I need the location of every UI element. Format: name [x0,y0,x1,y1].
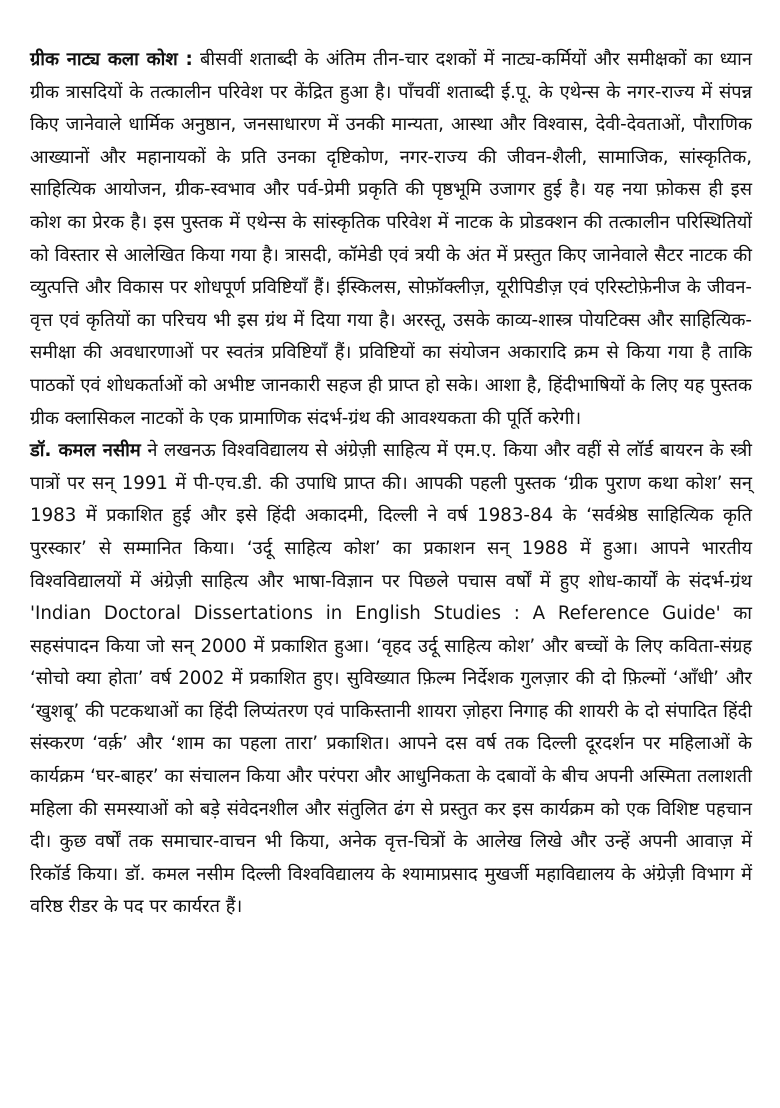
book-title: ग्रीक नाट्य कला कोश : [30,49,193,70]
author-bio-text: ने लखनऊ विश्वविद्यालय से अंग्रेज़ी साहित्य में एम.ए. किया और वहीं से लॉर्ड बायरन के स्त्री पात्रों पर सन् 1991 में पी-एच.डी. की उपाधि प्राप्त की। आपकी पहली पुस्तक ‘ग्रीक पुराण कथा कोश’ सन् 1983 में प्रकाशित हुई और इसे हिंदी अकादमी, दिल्ली ने वर्ष 1983-84 के ‘सर्वश्रेष्ठ साहित्यिक कृति पुरस्कार’ से सम्मानित किया। ‘उर्दू साहित्य कोश’ का प्रकाशन सन् 1988 में हुआ। आपने भारतीय विश्वविद्यालयों में अंग्रेज़ी साहित्य और भाषा-विज्ञान पर पिछले पचास वर्षों में हुए शोध-कार्यों के संदर्भ-ग्रंथ 'Indian Doctoral Dissertations in English Studies : A Reference Guide' का सहसंपादन किया जो सन् 2000 में प्रकाशित हुआ। ‘वृहद उर्दू साहित्य कोश’ और बच्चों के लिए कविता-संग्रह ‘सोचो क्या होता’ वर्ष 2002 में प्रकाशित हुए। सुविख्यात फ़िल्म निर्देशक गुलज़ार की दो फ़िल्मों ‘आँधी’ और ‘खुशबू’ की पटकथाओं का हिंदी लिप्यंतरण एवं पाकिस्तानी शायरा ज़ोहरा निगाह की शायरी के दो संपादित हिंदी संस्करण ‘वर्क़’ और ‘शाम का पहला तारा’ प्रकाशित। आपने दस वर्ष तक दिल्ली दूरदर्शन पर महिलाओं के कार्यक्रम ‘घर-बाहर’ का संचालन किया और परंपरा और आधुनिकता के दबावों के बीच अपनी अस्मिता तलाशती महिला की समस्याओं को बड़े संवेदनशील और संतुलित ढंग से प्रस्तुत कर इस कार्यक्रम को एक विशिष्ट पहचान दी। कुछ वर्षों तक समाचार-वाचन भी किया, अनेक वृत्त-चित्रों के आलेख लिखे और उन्हें अपनी आवाज़ में रिकॉर्ड किया। डॉ. कमल नसीम दिल्ली विश्वविद्यालय के श्यामाप्रसाद मुखर्जी महाविद्यालय के अंग्रेज़ी विभाग में वरिष्ठ रीडर के पद पर कार्यरत हैं। [30,440,752,918]
author-bio-paragraph [30,435,752,924]
book-description-text: बीसवीं शताब्दी के अंतिम तीन-चार दशकों में नाट्य-कर्मियों और समीक्षकों का ध्यान ग्रीक त्रासदियों के तत्कालीन परिवेश पर केंद्रित हुआ है। पाँचवीं शताब्दी ई.पू. के एथेन्स के नगर-राज्य में संपन्न किए जानेवाले धार्मिक अनुष्ठान, जनसाधारण में उनकी मान्यता, आस्था और विश्वास, देवी-देवताओं, पौराणिक आख्यानों और महानायकों के प्रति उनका दृष्टिकोण, नगर-राज्य की जीवन-शैली, सामाजिक, सांस्कृतिक, साहित्यिक आयोजन, ग्रीक-स्वभाव और पर्व-प्रेमी प्रकृति की पृष्ठभूमि उजागर हुई है। यह नया फ़ोकस ही इस कोश का प्रेरक है। इस पुस्तक में एथेन्स के सांस्कृतिक परिवेश में नाटक के प्रोडक्शन की तत्कालीन परिस्थितियों को विस्तार से आलेखित किया गया है। त्रासदी, कॉमेडी एवं त्रयी के अंत में प्रस्तुत किए जानेवाले सैटर नाटक की व्युत्पत्ति और विकास पर शोधपूर्ण प्रविष्टियाँ हैं। ईस्किलस, सोफ़ॉक्लीज़, यूरीपिडीज़ एवं एरिस्टोफ़ेनीज के जीवन-वृत्त एवं कृतियों का परिचय भी इस ग्रंथ में दिया गया है। अरस्तू, उसके काव्य-शास्त्र पोयटिक्स और साहित्यिक-समीक्षा की अवधारणाओं पर स्वतंत्र प्रविष्टियाँ हैं। प्रविष्टियों का संयोजन अकारादि क्रम से किया गया है ताकि पाठकों एवं शोधकर्ताओं को अभीष्ट जानकारी सहज ही प्राप्त हो सके। आशा है, हिंदीभाषियों के लिए यह पुस्तक ग्रीक क्लासिकल नाटकों के एक प्रामाणिक संदर्भ-ग्रंथ की आवश्यकता की पूर्ति करेगी। [30,49,752,429]
book-description-paragraph [30,44,752,435]
author-name: डॉ. कमल नसीम [30,440,141,462]
book-description-page [30,44,752,924]
